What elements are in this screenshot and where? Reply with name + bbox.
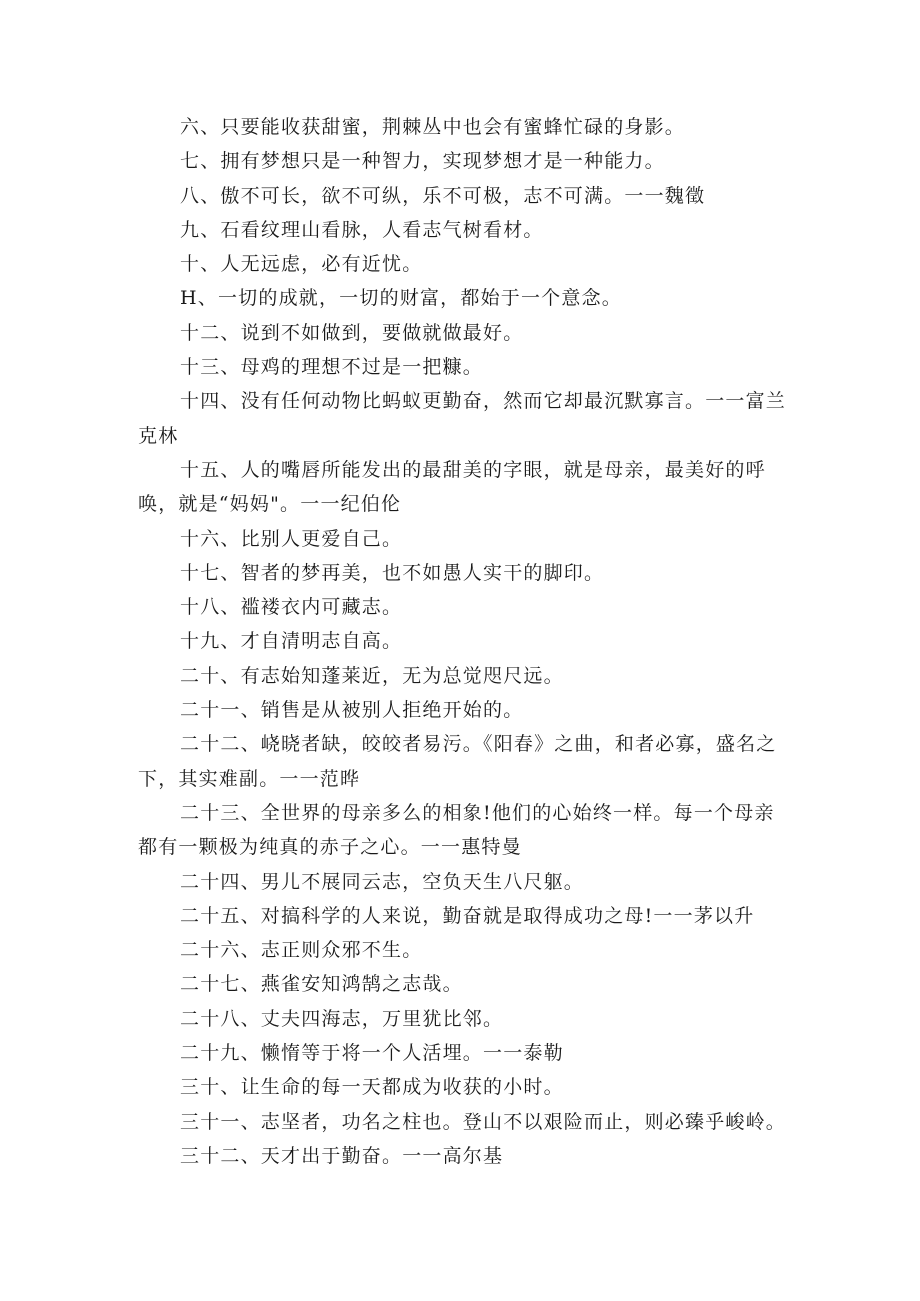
- quote-list: [138, 110, 793, 1173]
- quote-paragraph-21: 二十一、销售是从被别人拒绝开始的。: [180, 699, 524, 722]
- quote-paragraph-19: 十九、才自清明志自高。: [180, 630, 403, 653]
- quote-paragraph-30: 三十、让生命的每一天都成为收获的小时。: [180, 1076, 564, 1099]
- quote-paragraph-28: 二十八、丈夫四海志，万里犹比邻。: [180, 1007, 504, 1030]
- quote-paragraph-23: 二十三、全世界的母亲多么的相象!他们的心始终一样。每一个母亲都有一颗极为纯真的赤子之心。一一惠特曼: [138, 801, 775, 859]
- quote-paragraph-14: 十四、没有任何动物比蚂蚁更勤奋，然而它却最沉默寡言。一一富兰克林: [138, 390, 787, 447]
- quote-paragraph-8: 八、傲不可长，欲不可纵，乐不可极，志不可满。一一魏徵: [180, 184, 706, 207]
- quote-paragraph-26: 二十六、志正则众邪不生。: [180, 939, 423, 962]
- quote-paragraph-15: 十五、人的嘴唇所能发出的最甜美的字眼，就是母亲，最美好的呼唤，就是“妈妈"。一一纪伯伦: [138, 458, 766, 516]
- quote-paragraph-11: H、一切的成就，一切的财富，都始于一个意念。: [180, 287, 622, 310]
- quote-paragraph-27: 二十七、燕雀安知鸿鹄之志哉。: [180, 973, 463, 996]
- quote-paragraph-32: 三十二、天才出于勤奋。一一高尔基: [180, 1144, 504, 1167]
- quote-paragraph-13: 十三、母鸡的理想不过是一把糠。: [180, 356, 484, 379]
- quote-paragraph-22: 二十二、峣晓者缺，皎皎者易污。《阳春》之曲，和者必寡，盛名之下，其实难副。一一范晔: [138, 733, 777, 790]
- quote-paragraph-17: 十七、智者的梦再美，也不如愚人实干的脚印。: [180, 561, 605, 584]
- quote-paragraph-7: 七、拥有梦想只是一种智力，实现梦想才是一种能力。: [180, 150, 665, 173]
- quote-paragraph-25: 二十五、对搞科学的人来说，勤奋就是取得成功之母!一一茅以升: [180, 904, 755, 927]
- quote-paragraph-20: 二十、有志始知蓬莱近，无为总觉咫尺远。: [180, 664, 564, 687]
- quote-paragraph-10: 十、人无远虑，必有近忧。: [180, 253, 423, 276]
- quote-paragraph-29: 二十九、懒惰等于将一个人活埋。一一泰勒: [180, 1042, 564, 1065]
- quote-paragraph-16: 十六、比别人更爱自己。: [180, 527, 403, 550]
- quote-paragraph-9: 九、石看纹理山看脉，人看志气树看材。: [180, 218, 544, 241]
- quote-paragraph-12: 十二、说到不如做到，要做就做最好。: [180, 321, 524, 344]
- quote-paragraph-6: 六、只要能收获甜蜜，荆棘丛中也会有蜜蜂忙碌的身影。: [180, 116, 686, 138]
- quote-paragraph-31: 三十一、志坚者，功名之柱也。登山不以艰险而止，则必臻乎峻岭。: [180, 1110, 787, 1133]
- quote-paragraph-24: 二十四、男儿不展同云志，空负天生八尺躯。: [180, 870, 585, 893]
- quote-paragraph-18: 十八、褴褛衣内可藏志。: [180, 596, 403, 619]
